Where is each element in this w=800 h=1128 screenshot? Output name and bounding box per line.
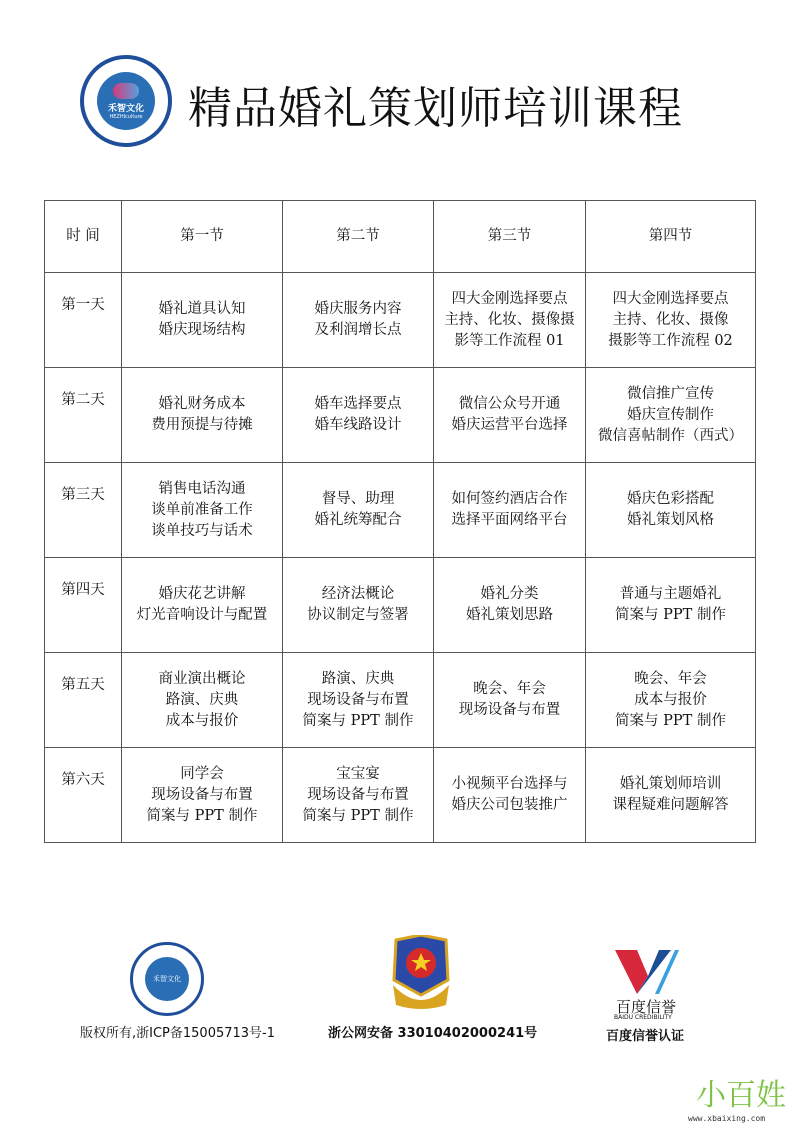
column-header: 第四节 [586,201,756,273]
session-line: 费用预提与待摊 [151,417,253,433]
session-line: 路演、庆典 [165,691,239,708]
session-line: 婚庆运营平台选择 [451,417,568,433]
session-line: 路演、庆典 [321,670,395,687]
session-cell [122,558,283,653]
session-line: 简案与 PPT 制作 [146,807,258,824]
session-cell [122,273,283,368]
session-line: 婚礼财务成本 [158,396,246,412]
session-line: 婚庆公司包装推广 [451,797,568,813]
session-line: 简案与 PPT 制作 [302,807,414,824]
session-line: 主持、化妆、摄像 [612,311,729,328]
day-label: 第六天 [61,772,105,788]
session-line: 灯光音响设计与配置 [136,607,268,623]
table-row [45,653,756,748]
session-cell [434,463,586,558]
session-cell [586,368,756,463]
session-cell [283,653,434,748]
table-row [45,748,756,843]
baidu-credibility-logo [615,948,681,996]
session-line: 小视频平台选择与 [451,776,568,792]
session-line: 如何签约酒店合作 [451,491,568,507]
column-header: 第一节 [122,201,283,273]
page-title: 精品婚礼策划师培训课程 [188,83,683,134]
session-line: 四大金刚选择要点 [612,290,729,307]
baidu-certification: 百度信誉认证 [606,1029,685,1044]
day-label: 第一天 [61,297,105,313]
table-row [45,368,756,463]
session-line: 现场设备与布置 [307,691,409,708]
session-line: 微信喜帖制作（西式） [598,427,743,444]
day-label: 第三天 [61,487,105,503]
session-line: 成本与报价 [165,712,239,729]
session-cell [434,273,586,368]
session-line: 婚礼统筹配合 [314,512,402,528]
table-row [45,558,756,653]
session-cell [122,748,283,843]
session-line: 晚会、年会 [473,681,546,697]
session-line: 简案与 PPT 制作 [302,712,414,729]
session-line: 婚礼分类 [480,586,539,602]
session-line: 婚礼策划思路 [466,607,553,623]
session-line: 宝宝宴 [336,765,380,782]
police-registration: 浙公网安备 33010402000241号 [328,1026,538,1041]
session-cell [434,558,586,653]
session-line: 现场设备与布置 [307,786,409,803]
session-line: 商业演出概论 [158,670,246,687]
day-cell [45,558,122,653]
session-line: 简案与 PPT 制作 [615,607,726,623]
session-cell [586,748,756,843]
session-line: 协议制定与签署 [307,607,409,623]
day-cell [45,273,122,368]
session-line: 婚庆宣传制作 [627,406,714,423]
day-cell [45,748,122,843]
schedule-table [44,200,756,843]
table-row [45,273,756,368]
column-header: 时 间 [45,201,122,273]
session-cell [283,368,434,463]
session-cell [283,558,434,653]
day-label: 第五天 [61,677,105,693]
session-cell [283,748,434,843]
session-line: 婚礼策划师培训 [619,776,722,792]
session-line: 督导、助理 [321,491,395,507]
session-line: 四大金刚选择要点 [451,290,568,307]
session-line: 谈单前准备工作 [151,501,253,518]
session-cell [586,463,756,558]
watermark: 小百姓 www.xbaixing.com [688,1078,786,1123]
session-line: 主持、化妆、摄像摄 [444,311,575,328]
session-cell [122,463,283,558]
session-line: 微信公众号开通 [458,396,561,412]
police-badge-icon [388,935,454,1010]
day-cell [45,463,122,558]
session-cell [283,273,434,368]
session-line: 婚庆服务内容 [314,301,402,317]
day-cell [45,653,122,748]
session-line: 谈单技巧与话术 [151,522,253,539]
table-row [45,463,756,558]
column-header: 第三节 [434,201,586,273]
session-line: 现场设备与布置 [151,786,253,803]
copyright-text: 版权所有,浙ICP备15005713号-1 [80,1026,276,1041]
session-line: 课程疑难问题解答 [612,797,729,813]
company-logo: 禾智文化 HEZHIculture [80,55,172,147]
session-line: 婚庆色彩搭配 [627,491,714,507]
session-cell [122,653,283,748]
day-cell [45,368,122,463]
session-line: 选择平面网络平台 [451,512,568,528]
session-cell [434,653,586,748]
session-cell [434,368,586,463]
session-line: 及利润增长点 [314,322,402,338]
session-line: 同学会 [180,765,224,782]
session-line: 晚会、年会 [634,670,707,687]
session-cell [586,273,756,368]
session-line: 婚庆现场结构 [158,322,246,338]
session-cell [586,558,756,653]
session-line: 婚礼策划风格 [627,512,714,528]
session-line: 成本与报价 [634,691,707,708]
session-line: 婚车选择要点 [314,396,402,412]
session-line: 摄影等工作流程 02 [608,332,733,349]
column-header: 第二节 [283,201,434,273]
day-label: 第二天 [61,392,105,408]
session-line: 影等工作流程 01 [454,332,565,349]
session-cell [586,653,756,748]
session-cell [434,748,586,843]
session-line: 经济法概论 [321,586,395,602]
session-cell [122,368,283,463]
session-line: 婚礼道具认知 [158,301,246,317]
session-line: 现场设备与布置 [458,702,561,718]
day-label: 第四天 [61,582,105,598]
footer-company-logo: 禾智文化 [130,942,204,1016]
session-line: 普通与主题婚礼 [619,586,722,602]
session-cell [283,463,434,558]
session-line: 简案与 PPT 制作 [615,712,726,729]
session-line: 销售电话沟通 [158,480,246,497]
session-line: 婚庆花艺讲解 [158,586,246,602]
session-line: 微信推广宣传 [627,385,714,402]
session-line: 婚车线路设计 [314,417,402,433]
